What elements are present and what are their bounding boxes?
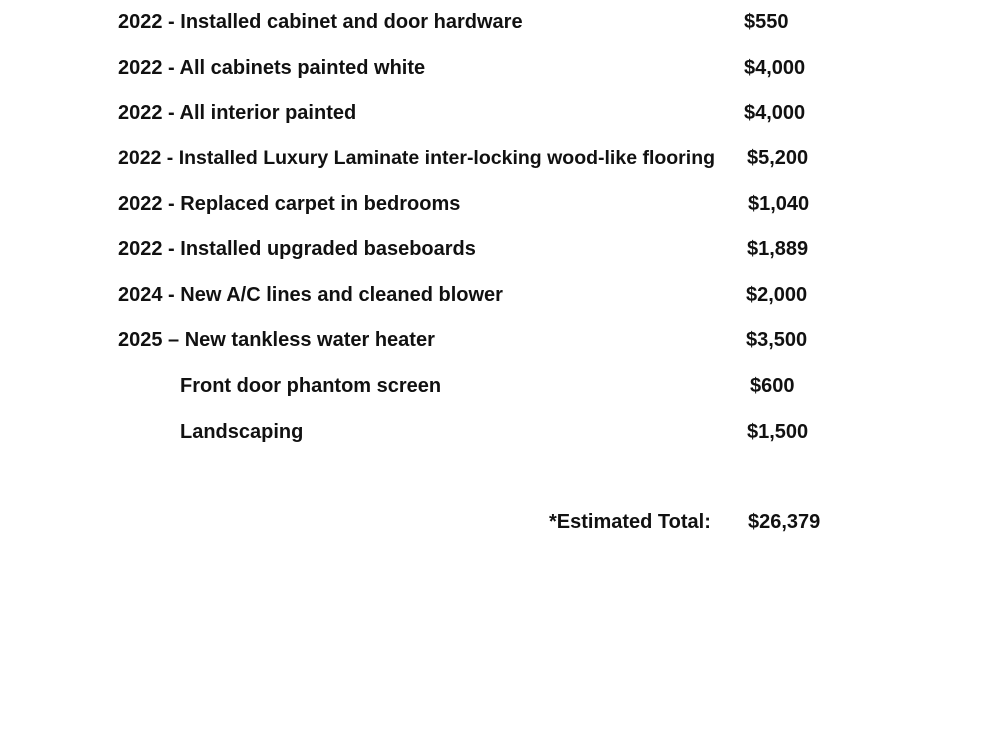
list-item (0, 189, 1000, 219)
item-description: Front door phantom screen (180, 375, 442, 397)
item-description: 2022 - Installed upgraded baseboards (118, 238, 476, 260)
total-amount: $26,379 (748, 511, 821, 533)
list-item (0, 417, 1000, 447)
item-amount: $4,000 (744, 102, 806, 124)
list-item (0, 280, 1000, 310)
item-amount: $4,000 (744, 57, 806, 79)
item-description: 2022 - Installed Luxury Laminate inter-locking wood-like flooring (118, 147, 716, 169)
item-amount: $600 (750, 375, 795, 397)
list-item (0, 325, 1000, 355)
list-item (0, 7, 1000, 37)
item-description: 2024 - New A/C lines and cleaned blower (118, 284, 503, 306)
total-row (0, 507, 1000, 537)
list-item (0, 143, 1000, 173)
list-item (0, 53, 1000, 83)
item-description: 2022 - Installed cabinet and door hardware (118, 11, 523, 33)
item-amount: $5,200 (747, 147, 809, 169)
item-amount: $1,500 (747, 421, 809, 443)
list-item (0, 371, 1000, 401)
list-item (0, 98, 1000, 128)
item-amount: $1,040 (748, 193, 810, 215)
item-description: 2022 - All interior painted (118, 102, 357, 124)
total-label: *Estimated Total: (549, 511, 711, 533)
item-description: 2022 - Replaced carpet in bedrooms (118, 193, 461, 215)
item-amount: $2,000 (746, 284, 808, 306)
item-amount: $1,889 (747, 238, 809, 260)
item-description: 2022 - All cabinets painted white (118, 57, 426, 79)
item-amount: $550 (744, 11, 789, 33)
item-amount: $3,500 (746, 329, 808, 351)
list-item (0, 234, 1000, 264)
item-description: 2025 – New tankless water heater (118, 329, 435, 351)
item-description: Landscaping (180, 421, 304, 443)
